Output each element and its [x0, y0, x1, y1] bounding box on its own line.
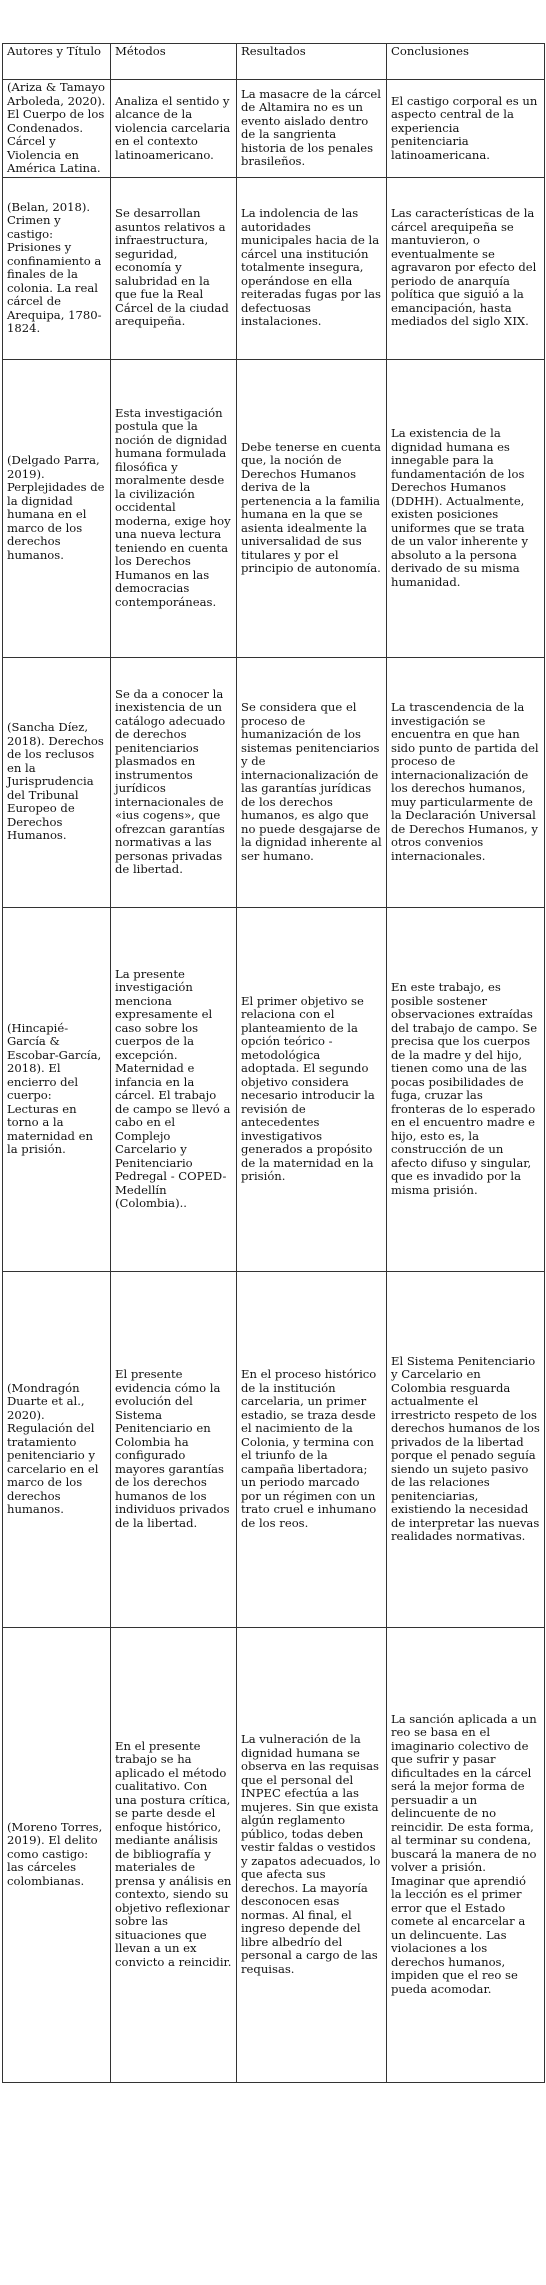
cell-resultados: La masacre de la cárcel de Altamira no es un evento aislado dentro de la sangrienta historia de los penales brasileños.	[237, 80, 387, 178]
header-conclusiones: Conclusiones	[387, 44, 545, 80]
cell-conclusiones: La trascendencia de la investigación se encuentra en que han sido punto de partida del proceso de internacionalización de los derechos humanos, muy particularmente de la Declaración Universal de Derechos Humanos, y otros convenios internacionales.	[387, 657, 545, 907]
cell-metodos: El presente evidencia cómo la evolución del Sistema Penitenciario en Colombia ha configurado mayores garantías de los derechos humanos de los individuos privados de la libertad.	[111, 1271, 237, 1627]
cell-autores-titulo: (Ariza & Tamayo Arboleda, 2020). El Cuerpo de los Condenados. Cárcel y Violencia en América Latina.	[3, 80, 111, 178]
cell-resultados: En el proceso histórico de la institución carcelaria, un primer estadio, se traza desde el nacimiento de la Colonia, y termina con el triunfo de la campaña libertadora; un periodo marcado por un régimen con un trato cruel e inhumano de los reos.	[237, 1271, 387, 1627]
table-row	[3, 359, 545, 657]
cell-autores-titulo: (Belan, 2018). Crimen y castigo: Prisiones y confinamiento a finales de la colonia. La real cárcel de Arequipa, 1780-1824.	[3, 177, 111, 359]
table-row	[3, 657, 545, 907]
cell-metodos: La presente investigación menciona expresamente el caso sobre los cuerpos de la excepción. Maternidad e infancia en la cárcel. El trabajo de campo se llevó a cabo en el Complejo Carcelario y Penitenciario Pedregal - COPED-Medellín (Colombia)..	[111, 907, 237, 1271]
table-row	[3, 907, 545, 1271]
cell-metodos: Se da a conocer la inexistencia de un catálogo adecuado de derechos penitenciarios plasmados en instrumentos jurídicos internacionales de «ius cogens», que ofrezcan garantías normativas a las personas privadas de libertad.	[111, 657, 237, 907]
table-row	[3, 1271, 545, 1627]
table-header-row	[3, 44, 545, 80]
cell-autores-titulo: (Mondragón Duarte et al., 2020). Regulación del tratamiento penitenciario y carcelario en el marco de los derechos humanos.	[3, 1271, 111, 1627]
header-metodos: Métodos	[111, 44, 237, 80]
header-autores-titulo: Autores y Título	[3, 44, 111, 80]
cell-resultados: Se considera que el proceso de humanización de los sistemas penitenciarios y de internacionalización de las garantías jurídicas de los derechos humanos, es algo que no puede desgajarse de la dignidad inherente al ser humano.	[237, 657, 387, 907]
table-row	[3, 80, 545, 178]
cell-autores-titulo: (Delgado Parra, 2019). Perplejidades de la dignidad humana en el marco de los derechos humanos.	[3, 359, 111, 657]
cell-resultados: La indolencia de las autoridades municipales hacia de la cárcel una institución totalmente insegura, operándose en ella reiteradas fugas por las defectuosas instalaciones.	[237, 177, 387, 359]
cell-conclusiones: En este trabajo, es posible sostener observaciones extraídas del trabajo de campo. Se precisa que los cuerpos de la madre y del hijo, tienen como una de las pocas posibilidades de fuga, cruzar las fronteras de lo esperado en el encuentro madre e hijo, esto es, la construcción de un afecto difuso y singular, que es invadido por la misma prisión.	[387, 907, 545, 1271]
cell-autores-titulo: (Hincapié-García & Escobar-García, 2018). El encierro del cuerpo: Lecturas en torno a la maternidad en la prisión.	[3, 907, 111, 1271]
cell-conclusiones: El castigo corporal es un aspecto central de la experiencia penitenciaria latinoamericana.	[387, 80, 545, 178]
cell-autores-titulo: (Moreno Torres, 2019). El delito como castigo: las cárceles colombianas.	[3, 1627, 111, 2082]
cell-resultados: Debe tenerse en cuenta que, la noción de Derechos Humanos deriva de la pertenencia a la familia humana en la que se asienta idealmente la universalidad de sus titulares y por el principio de autonomía.	[237, 359, 387, 657]
cell-metodos: En el presente trabajo se ha aplicado el método cualitativo. Con una postura crítica, se parte desde el enfoque histórico, mediante análisis de bibliografía y materiales de prensa y análisis en contexto, siendo su objetivo reflexionar sobre las situaciones que llevan a un ex convicto a reincidir.	[111, 1627, 237, 2082]
cell-conclusiones: La sanción aplicada a un reo se basa en el imaginario colectivo de que sufrir y pasar dificultades en la cárcel será la mejor forma de persuadir a un delincuente de no reincidir. De esta forma, al terminar su condena, buscará la manera de no volver a prisión. Imaginar que aprendió la lección es el primer error que el Estado comete al encarcelar a un delincuente. Las violaciones a los derechos humanos, impiden que el reo se pueda acomodar.	[387, 1627, 545, 2082]
cell-metodos: Esta investigación postula que la noción de dignidad humana formulada filosófica y moralmente desde la civilización occidental moderna, exige hoy una nueva lectura teniendo en cuenta los Derechos Humanos en las democracias contemporáneas.	[111, 359, 237, 657]
literature-review-table	[2, 43, 545, 2083]
cell-conclusiones: Las características de la cárcel arequipeña se mantuvieron, o eventualmente se agravaron por efecto del periodo de anarquía política que siguió a la emancipación, hasta mediados del siglo XIX.	[387, 177, 545, 359]
cell-conclusiones: El Sistema Penitenciario y Carcelario en Colombia resguarda actualmente el irrestricto respeto de los derechos humanos de los privados de la libertad porque el penado seguía siendo un sujeto pasivo de las relaciones penitenciarias, existiendo la necesidad de interpretar las nuevas realidades normativas.	[387, 1271, 545, 1627]
cell-autores-titulo: (Sancha Díez, 2018). Derechos de los reclusos en la Jurisprudencia del Tribunal Europeo de Derechos Humanos.	[3, 657, 111, 907]
cell-resultados: El primer objetivo se relaciona con el planteamiento de la opción teórico - metodológica adoptada. El segundo objetivo considera necesario introducir la revisión de antecedentes investigativos generados a propósito de la maternidad en la prisión.	[237, 907, 387, 1271]
table-row	[3, 177, 545, 359]
header-resultados: Resultados	[237, 44, 387, 80]
cell-metodos: Se desarrollan asuntos relativos a infraestructura, seguridad, economía y salubridad en la que fue la Real Cárcel de la ciudad arequipeña.	[111, 177, 237, 359]
table-row	[3, 1627, 545, 2082]
cell-metodos: Analiza el sentido y alcance de la violencia carcelaria en el contexto latinoamericano.	[111, 80, 237, 178]
cell-conclusiones: La existencia de la dignidad humana es innegable para la fundamentación de los Derechos Humanos (DDHH). Actualmente, existen posiciones uniformes que se trata de un valor inherente y absoluto a la persona derivado de su misma humanidad.	[387, 359, 545, 657]
cell-resultados: La vulneración de la dignidad humana se observa en las requisas que el personal del INPEC efectúa a las mujeres. Sin que exista algún reglamento público, todas deben vestir faldas o vestidos y zapatos adecuados, lo que afecta sus derechos. La mayoría desconocen esas normas. Al final, el ingreso depende del libre albedrío del personal a cargo de las requisas.	[237, 1627, 387, 2082]
